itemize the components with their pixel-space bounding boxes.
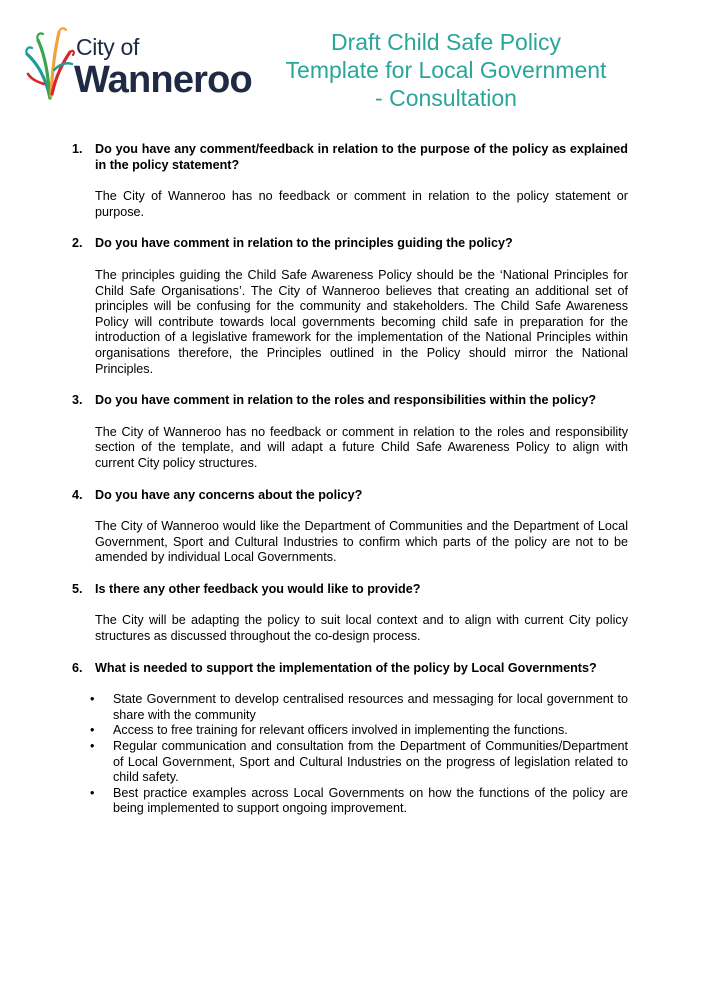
bullet-icon: • (90, 785, 95, 800)
list-item-text: Access to free training for relevant officers involved in implementing the functions. (113, 723, 568, 738)
list-item-text: Regular communication and consultation from the Department of Communities/Department of Local Government, Sport and Cultural Industries on the progress of legislation related to child safety. (113, 739, 628, 785)
question-text: What is needed to support the implementation of the policy by Local Governments? (95, 660, 597, 675)
bullet-icon: • (90, 739, 95, 754)
list-item (90, 785, 628, 817)
logo-swirl-icon (24, 24, 76, 104)
list-item-text: Best practice examples across Local Governments on how the functions of the policy are being implemented to support ongoing improvement. (113, 785, 628, 816)
question-number: 5. (72, 581, 83, 596)
logo-wanneroo-text: Wanneroo (74, 59, 252, 101)
city-of-wanneroo-logo (24, 24, 252, 104)
question-number: 4. (72, 487, 83, 502)
question-block (66, 142, 628, 220)
question-number: 2. (72, 236, 83, 251)
question-text: Is there any other feedback you would like to provide? (95, 581, 421, 596)
answer-text: The City of Wanneroo has no feedback or comment in relation to the policy statement or purpose. (95, 189, 628, 219)
question-block (66, 236, 628, 377)
list-item (90, 739, 628, 786)
questionnaire (66, 142, 628, 833)
answer-text: The principles guiding the Child Safe Awareness Policy should be the ‘National Principles for Child Safe Organisations’. The City of Wanneroo believes that creating an additional set of principles will be confusing for the community and stakeholders. The Child Safe Awareness Policy will contribute towards local governments becoming child safe in preparation for the introduction of a legislative framework for the implementation of the National Principles within organisations therefore, the Principles outlined in the Policy should mirror the National Principles. (95, 267, 628, 376)
question-text: Do you have comment in relation to the principles guiding the policy? (95, 236, 513, 251)
question-number: 1. (72, 142, 83, 156)
question (66, 488, 628, 504)
list-item-text: State Government to develop centralised resources and messaging for local government to share with the community (113, 692, 628, 722)
question-text: Do you have comment in relation to the roles and responsibilities within the policy? (95, 393, 597, 408)
bullet-list (66, 692, 628, 817)
title-line: Template for Local Government (285, 57, 607, 83)
question (66, 236, 628, 252)
bullet-icon: • (90, 692, 95, 707)
question-block (66, 661, 628, 817)
question (66, 393, 628, 409)
answer-text: The City of Wanneroo has no feedback or comment in relation to the roles and responsibility section of the template, and will adapt a future Child Safe Awareness Policy to align with current City policy structures. (95, 424, 628, 470)
question-text: Do you have any comment/feedback in relation to the purpose of the policy as explained in the policy statement? (95, 142, 628, 172)
list-item (90, 723, 628, 739)
answer-text: The City will be adapting the policy to suit local context and to align with current City policy structures as discussed throughout the co-design process. (95, 613, 628, 644)
question-number: 6. (72, 660, 83, 675)
bullet-icon: • (90, 723, 95, 738)
question-block (66, 582, 628, 645)
title-line: - Consultation (375, 85, 517, 111)
question (66, 582, 628, 598)
document-title (262, 28, 630, 112)
question-block (66, 393, 628, 471)
question-number: 3. (72, 393, 83, 408)
logo-city-of-text: City of (76, 34, 140, 60)
question-text: Do you have any concerns about the policy? (95, 487, 363, 502)
list-item (90, 692, 628, 723)
answer-text: The City of Wanneroo would like the Department of Communities and the Department of Local Government, Sport and Cultural Industries to confirm which parts of the policy are not to be amended by individual Local Governments. (95, 519, 628, 565)
question (66, 661, 628, 677)
question-block (66, 488, 628, 566)
title-line: Draft Child Safe Policy (330, 29, 562, 55)
question (66, 142, 628, 173)
